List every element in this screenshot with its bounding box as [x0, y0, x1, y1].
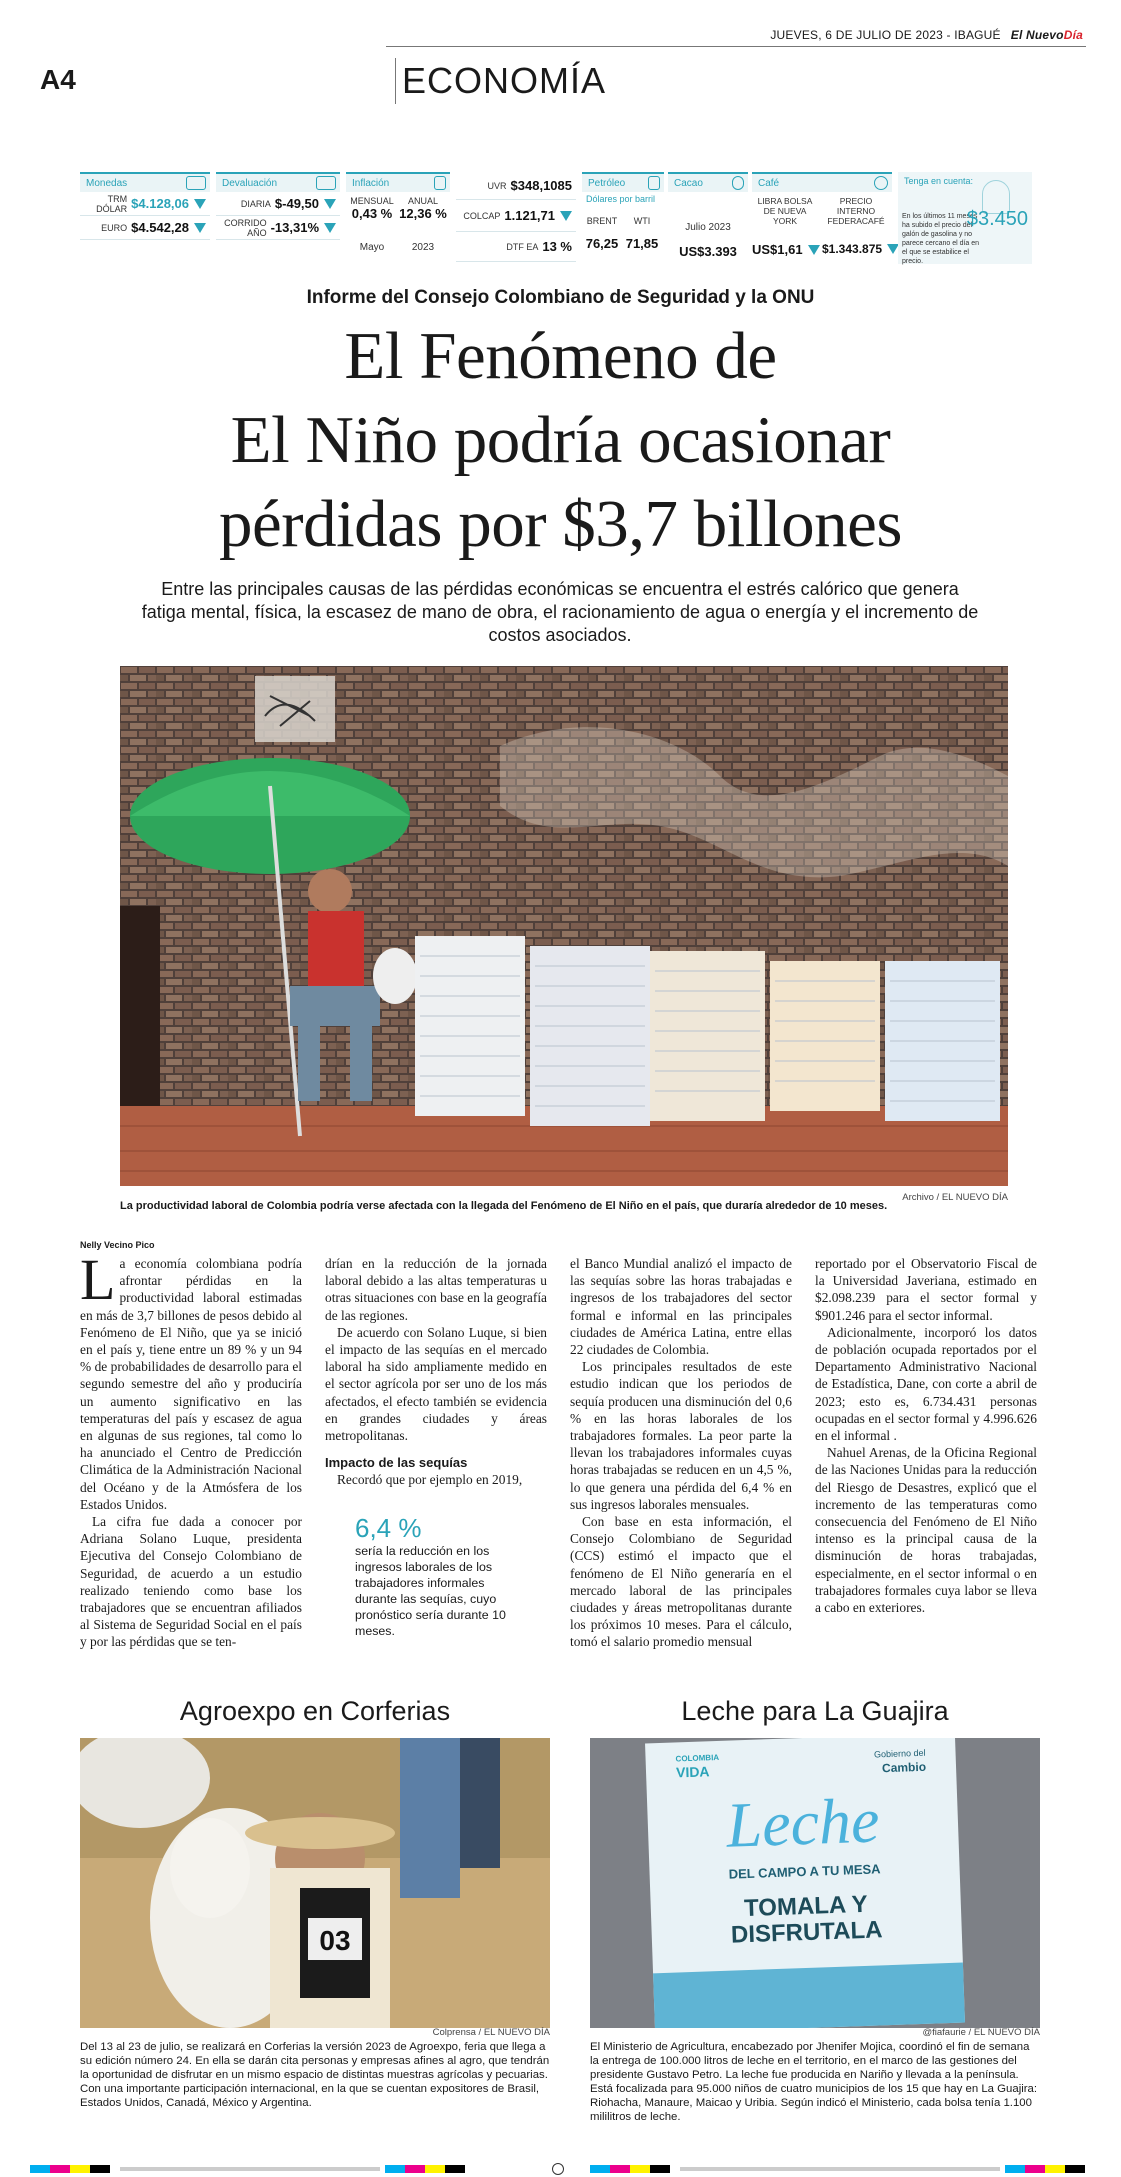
headline: El Fenómeno de El Niño podría ocasionar pérdidas por $3,7 billones — [219, 319, 902, 561]
indicator-gasolina: Tenga en cuenta: En los últimos 11 meses ha subido el precio del galón de gasolina y no parece cercano el día en el que se estabilice el precio. $3.450 — [898, 172, 1032, 264]
main-photo — [120, 666, 1008, 1186]
byline: Nelly Vecino Pico — [80, 1240, 155, 1250]
paragraph: Con base en esta información, el Consejo Colombiano de Seguridad (CCS) estimó el impacto que el fenómeno de El Niño generaría en el mercado laboral de las principales ciudades y áreas metropolitanas durante los próximos 10 meses. Para el cálculo, tomó el salario promedio mensual — [570, 1514, 792, 1650]
paragraph: el Banco Mundial analizó el impacto de las sequías sobre las horas trabajadas e ingresos de los trabajadores del sector formal e informal en las principales ciudades de América Latina, entre ellas 22 ciudades de Colombia. — [570, 1256, 792, 1358]
pull-quote-text: sería la reducción en los ingresos laborales de los trabajadores informales durante las sequías, cuyo pronóstico sería durante 10 meses. — [355, 1543, 506, 1638]
indicator-cafe: Café LIBRA BOLSA DE NUEVA YORK PRECIO INTERNO FEDERACAFÉ US$1,61 $1.343.875 — [752, 172, 892, 264]
indicator-monedas: Monedas TRM DÓLAR $4.128,06 EURO $4.542,28 — [80, 172, 210, 264]
indicators-bar — [80, 172, 1040, 264]
indicator-header: Monedas — [80, 172, 210, 192]
section-title: ECONOMÍA — [395, 58, 606, 104]
money-icon — [186, 176, 206, 190]
date: JUEVES, 6 DE JULIO DE 2023 - IBAGUÉ — [770, 28, 1001, 42]
article-column-4 — [815, 1255, 1037, 1616]
deck: Entre las principales causas de las pérdidas económicas se encuentra el estrés calórico que genera fatiga mental, física, la escasez de mano de obra, el racionamiento de agua o energía y el incremento de costos asociados. — [141, 579, 979, 645]
coffee-icon — [874, 176, 888, 190]
crosshair-icon — [552, 2163, 564, 2175]
arrow-down-icon — [194, 199, 206, 209]
paragraph: Recordó que por ejemplo en 2019, — [337, 1472, 523, 1488]
brief-left-photo — [80, 1738, 550, 2028]
article-column-3 — [570, 1255, 792, 1651]
header-rule — [386, 46, 1086, 47]
paragraph: reportado por el Observatorio Fiscal de la Universidad Javeriana, estimado en $2.098.239 para el sector formal y $901.246 para el sector informal. — [815, 1256, 1037, 1323]
paragraph: drían en la reducción de la jornada laboral debido a las altas temperaturas u otras situaciones con base en la geografía de las regiones. — [325, 1256, 547, 1323]
paragraph: La cifra fue dada a conocer por Adriana Solano Luque, presidenta Ejecutiva del Consejo Colombiano de Seguridad, de acuerdo a un estudio realizado teniendo como base los trabajadores que se encuentran afiliados al Sistema de Seguridad Social en el país y por las pérdidas que se ten- — [80, 1514, 302, 1650]
competitor-number: 03 — [319, 1925, 351, 1956]
brief-left-title: Agroexpo en Corferias — [179, 1696, 451, 1726]
indicator-devaluacion: Devaluación DIARIA $-49,50 CORRIDO AÑO -13,31% — [216, 172, 340, 264]
paragraph: La economía colombiana podría afrontar pérdidas en la productividad laboral estimadas en más de 3,7 billones de pesos debido al Fenómeno de El Niño, que ya se inició en el país y, tiene entre un 89 % y un 94 % de probabilidades de desarrollo para el segundo semestre del año y produciría un aumento significativo en las temperaturas del país y escasez de agua en algunas de sus regiones, tal como lo ha anunciado el Centro de Predicción Climática de la Administración Nacional del Océano y de la Atmósfera de los Estados Unidos. — [80, 1247, 302, 1512]
brief-right-credit: @fiafaurie / EL NUEVO DÍA — [922, 2027, 1040, 2038]
brief-left-text: Del 13 al 23 de julio, se realizará en Corferias la versión 2023 de Agroexpo, feria que llega a su edición número 24. En ella se darán cita personas y empresas afines al agro, que tendrán la oportunidad de disfrutar en un mismo espacio de distintas muestras agrícolas y pecuarias. Con una importante participación internacional, en la que se cuentan expositores de Brasil, Estados Unidos, Canadá, México y Argentina. — [80, 2041, 550, 2109]
chart-icon — [316, 176, 336, 190]
arrow-down-icon — [560, 211, 572, 221]
brief-right-title: Leche para La Guajira — [681, 1696, 949, 1726]
brief-left-credit: Colprensa / EL NUEVO DÍA — [432, 2027, 550, 2038]
barrel-icon — [648, 176, 660, 190]
brand-logo[interactable]: El NuevoDía — [1010, 28, 1083, 42]
paragraph: Adicionalmente, incorporó los datos de población ocupada reportados por el Departamento Administrativo Nacional de Estadística, Dane, con corte a abril de 2023; esto es, 6.734.431 personas ocupadas en el sector formal y 4.996.626 en el informal . — [815, 1324, 1037, 1444]
indicator-petroleo: Petróleo Dólares por barril BRENT 76,25 WTI 71,85 — [582, 172, 664, 264]
cacao-icon — [732, 176, 744, 190]
arrow-down-icon — [194, 223, 206, 233]
photo-credit: Archivo / EL NUEVO DÍA — [902, 1192, 1008, 1203]
indicator-cacao: Cacao Julio 2023 US$3.393 — [668, 172, 748, 264]
paragraph: Nahuel Arenas, de la Oficina Regional de las Naciones Unidas para la reducción del Riesgo de Desastres, explicó que el incremento de las temperaturas como consecuencia del Fenómeno de El Niño intenso es la principal causa de la disminución de horas trabajadas, especialmente, en el sector informal o en trabajadores formales cuya labor se lleva a cabo en exteriores. — [815, 1445, 1037, 1616]
leche-poster: COLOMBIA VIDA Gobierno del Cambio Leche DEL CAMPO A TU MESA TOMALA Y DISFRUTALA — [645, 1738, 965, 2028]
pull-quote — [355, 1513, 525, 1639]
arrow-down-icon — [808, 245, 820, 255]
photo-caption: La productividad laboral de Colombia podría verse afectada con la llegada del Fenómeno de El Niño en el país, que duraría alrededor de 10 meses. — [120, 1200, 888, 1212]
dateline — [770, 28, 1083, 42]
kicker: Informe del Consejo Colombiano de Seguridad y la ONU — [306, 287, 815, 308]
house-icon — [434, 176, 446, 190]
paragraph: De acuerdo con Solano Luque, si bien el impacto de las sequías en el mercado laboral ha sido ampliamente medido en el sector agrícola por ser uno de los más afectados, el efecto también se evidencia en grandes ciudades y áreas metropolitanas. — [325, 1324, 547, 1444]
arrow-down-icon — [324, 223, 336, 233]
paragraph: Los principales resultados de este estudio indican que los periodos de sequía producen una disminución del 0,6 % en las horas laborales de los trabajadores formales. La peor parte la llevan los trabajadores informales cuyas horas trabajadas se reducen en un 4,5 %, lo que genera una pérdida del 6,4 % en sus ingresos laborales mensuales. — [570, 1359, 792, 1512]
arrow-down-icon — [324, 199, 336, 209]
page-number: A4 — [40, 64, 76, 95]
pull-quote-figure: 6,4 % — [355, 1512, 422, 1543]
indicator-otros: UVR $348,1085 COLCAP 1.121,71 DTF EA 13 % — [456, 172, 576, 264]
brief-right-text: El Ministerio de Agricultura, encabezado por Jhenifer Mojica, coordinó el fin de semana la entrega de 100.000 litros de leche en el territorio, en el marco de las gestiones del presidente Gustavo Petro. La leche fue producida en Nariño y llevada a la península. Está focalizada para 95.000 niños de cuatro municipios de los 15 que hay en La Guajira: Riohacha, Manaure, Maicao y Uribia. Según indicó el Ministerio, cada bolsa tenía 1.100 mililitros de leche. — [590, 2041, 1038, 2123]
registration-marks — [30, 2165, 1090, 2177]
subhead: Impacto de las sequías — [325, 1455, 468, 1471]
brief-right-photo — [590, 1738, 1040, 2028]
indicator-inflacion: Inflación MENSUAL 0,43 % ANUAL 12,36 % Mayo 2023 — [346, 172, 450, 264]
article-column-1 — [80, 1247, 302, 1651]
article-column-2 — [325, 1255, 547, 1639]
dropcap: L — [80, 1247, 116, 1312]
